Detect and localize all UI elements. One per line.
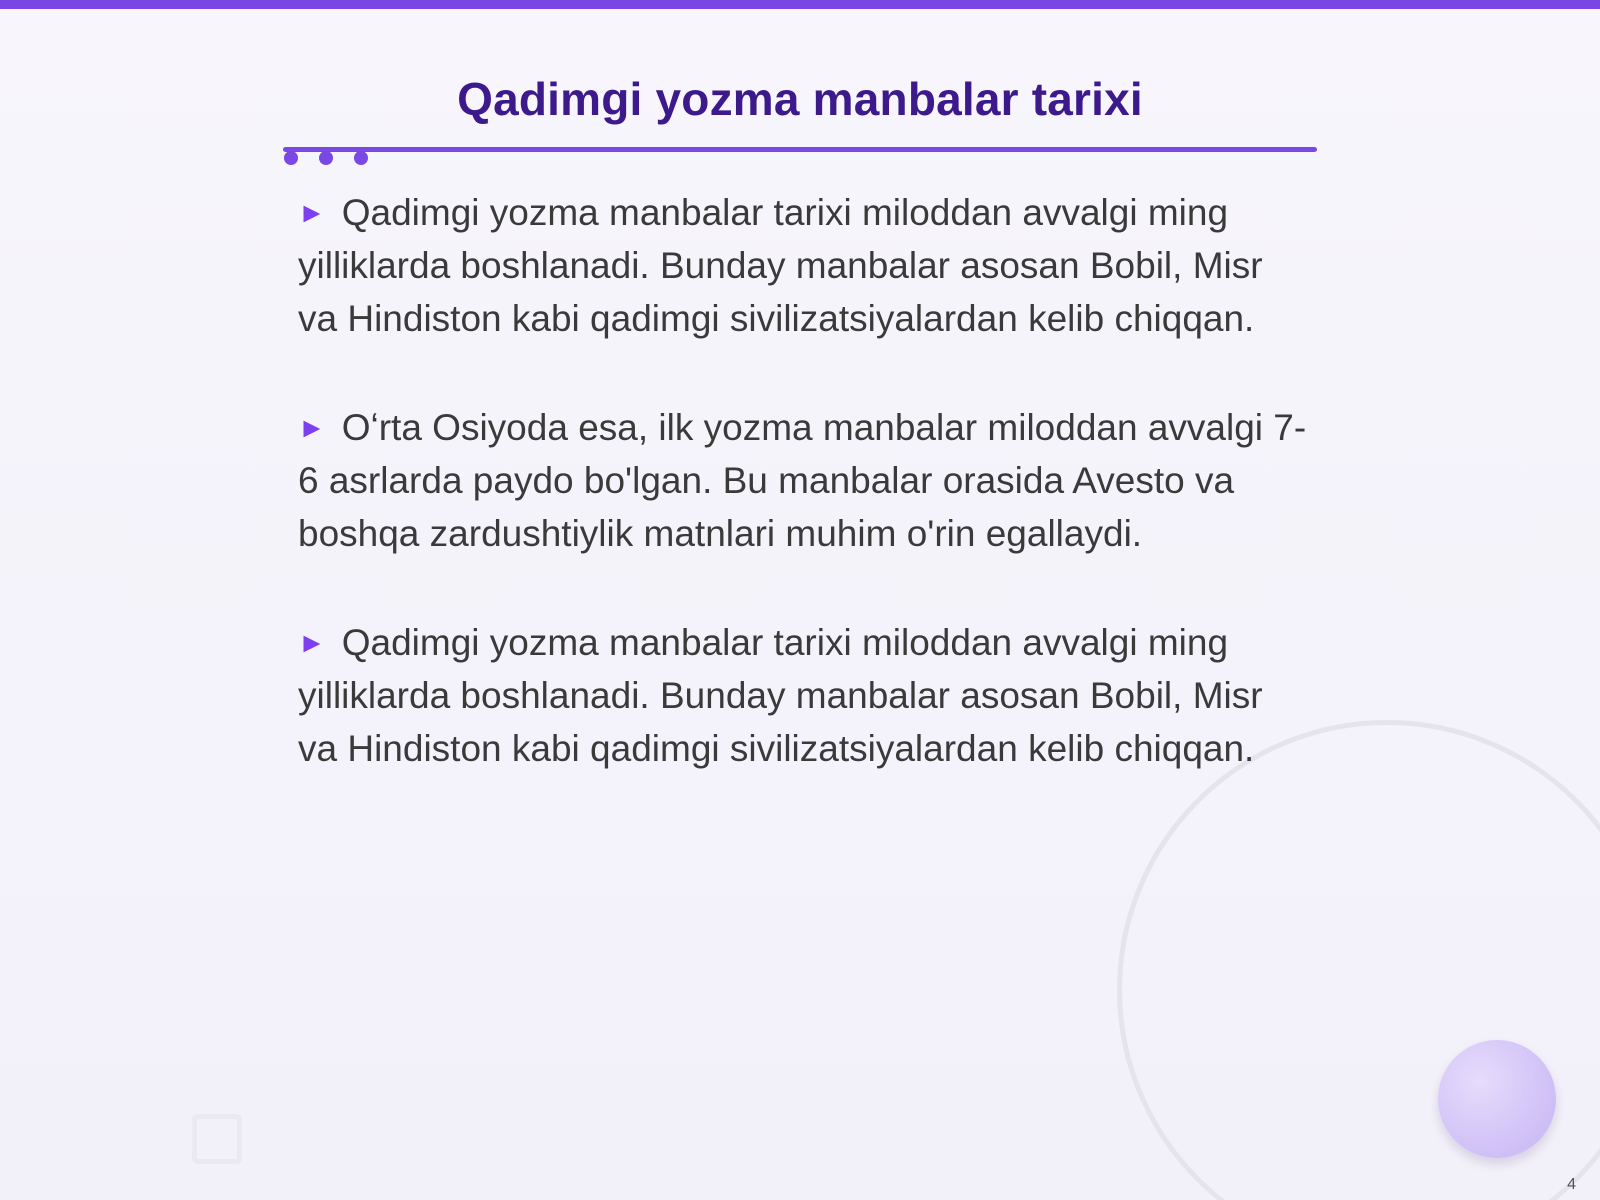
decorative-circle xyxy=(1438,1040,1556,1158)
accent-dot-2 xyxy=(319,151,333,165)
play-triangle-icon: ► xyxy=(298,197,326,228)
slide-title: Qadimgi yozma manbalar tarixi xyxy=(457,73,1143,125)
page-number: 4 xyxy=(1567,1176,1576,1193)
title-underline xyxy=(283,147,1317,152)
bullet-text-2: Oʻrta Osiyoda esa, ilk yozma manbalar miloddan avvalgi 7-6 asrlarda paydo bo'lgan. Bu manbalar orasida Avesto va boshqa zardushtiylik matnlari muhim o'rin egallaydi. xyxy=(298,407,1307,554)
bullet-list xyxy=(298,186,1308,831)
bullet-item-2 xyxy=(298,401,1308,560)
decorative-square xyxy=(192,1114,242,1164)
bullet-item-1 xyxy=(298,186,1308,345)
accent-dot-3 xyxy=(354,151,368,165)
bullet-text-3: Qadimgi yozma manbalar tarixi miloddan avvalgi ming yilliklarda boshlanadi. Bunday manbalar asosan Bobil, Misr va Hindiston kabi qadimgi sivilizatsiyalardan kelib chiqqan. xyxy=(298,622,1263,769)
play-triangle-icon: ► xyxy=(298,627,326,658)
accent-dot-1 xyxy=(284,151,298,165)
bullet-item-3 xyxy=(298,616,1308,775)
play-triangle-icon: ► xyxy=(298,412,326,443)
bullet-text-1: Qadimgi yozma manbalar tarixi miloddan avvalgi ming yilliklarda boshlanadi. Bunday manbalar asosan Bobil, Misr va Hindiston kabi qadimgi sivilizatsiyalardan kelib chiqqan. xyxy=(298,192,1263,339)
top-accent-bar xyxy=(0,0,1600,9)
